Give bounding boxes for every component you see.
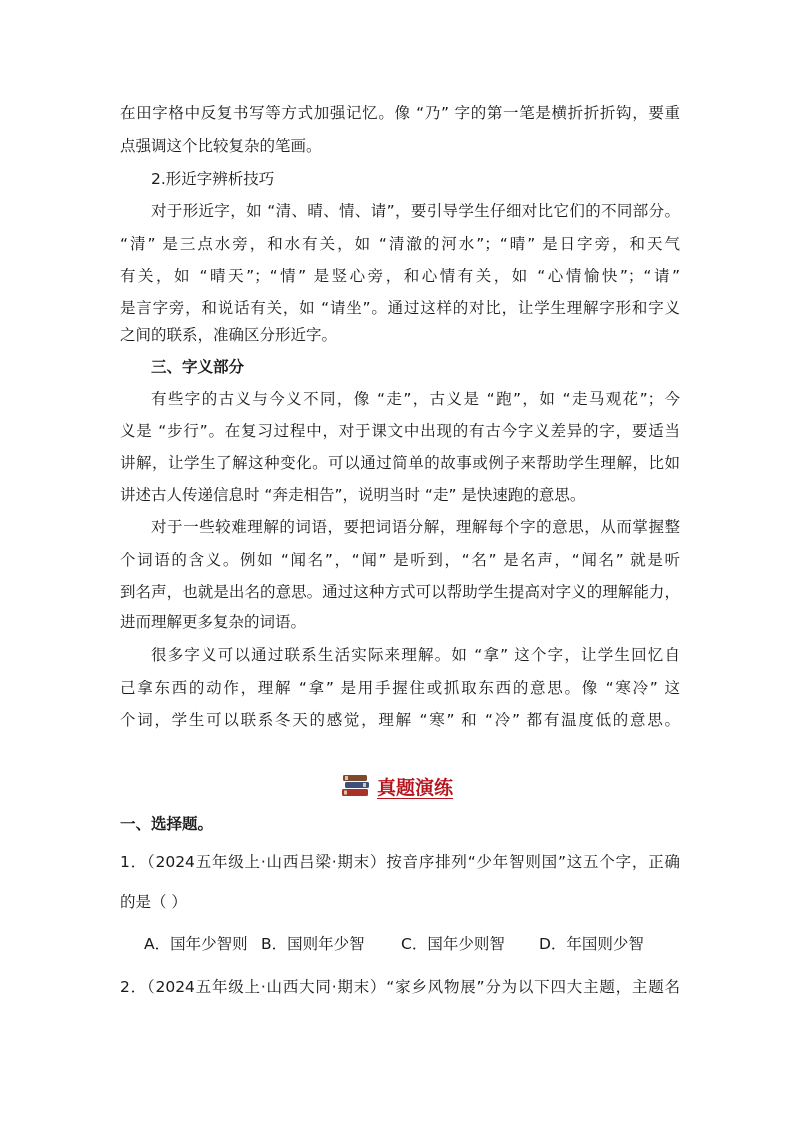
paragraph-line: 有关，如 “晴天”；“情” 是竖心旁，和心情有关，如 “心情愉快”；“请” bbox=[120, 267, 680, 285]
option-a: A．国年少智则 bbox=[144, 935, 248, 953]
subheading-similar-chars: 2.形近字辨析技巧 bbox=[151, 170, 275, 188]
paragraph-line: 个词，学生可以联系冬天的感觉，理解 “寒” 和 “冷” 都有温度低的意思。 bbox=[120, 711, 680, 729]
paragraph-line: 到名声，也就是出名的意思。通过这种方式可以帮助学生提高对字义的理解能力， bbox=[120, 583, 680, 601]
paragraph-line: 义是 “步行”。在复习过程中，对于课文中出现的有古今字义差异的字，要适当 bbox=[120, 422, 680, 440]
part-heading: 一、选择题。 bbox=[120, 815, 214, 833]
section-heading bbox=[0, 771, 794, 801]
paragraph-line: 讲述古人传递信息时 “奔走相告”，说明当时 “走” 是快速跑的意思。 bbox=[120, 486, 586, 504]
paragraph-line: 很多字义可以通过联系生活实际来理解。如 “拿” 这个字，让学生回忆自 bbox=[151, 646, 680, 664]
paragraph-line: 之间的联系，准确区分形近字。 bbox=[120, 326, 338, 344]
option-c: C．国年少则智 bbox=[401, 935, 505, 953]
paragraph-line: 在田字格中反复书写等方式加强记忆。像 “乃” 字的第一笔是横折折折钩，要重 bbox=[120, 104, 680, 122]
paragraph-line: “清” 是三点水旁，和水有关，如 “清澈的河水”；“晴” 是日字旁，和天气 bbox=[120, 235, 680, 253]
question-1-line-1: 1．（2024五年级上·山西吕梁·期末）按音序排列“少年智则国”这五个字，正确 bbox=[120, 853, 680, 871]
paragraph-line: 己拿东西的动作，理解 “拿” 是用手握住或抓取东西的意思。像 “寒冷” 这 bbox=[120, 679, 680, 697]
paragraph-line: 进而理解更多复杂的词语。 bbox=[120, 613, 307, 631]
option-b: B．国则年少智 bbox=[261, 935, 365, 953]
section-title: 真题演练 bbox=[376, 776, 453, 799]
question-1-line-2: 的是（ ） bbox=[120, 893, 187, 911]
paragraph-line: 有些字的古义与今义不同，像 “走”，古义是 “跑”，如 “走马观花”；今 bbox=[151, 390, 680, 408]
paragraph-line: 讲解，让学生了解这种变化。可以通过简单的故事或例子来帮助学生理解，比如 bbox=[120, 454, 680, 472]
paragraph-line: 对于形近字，如 “清、晴、情、请”，要引导学生仔细对比它们的不同部分。 bbox=[151, 202, 680, 220]
question-2-line-1: 2．（2024五年级上·山西大同·期末）“家乡风物展”分为以下四大主题，主题名 bbox=[120, 978, 680, 996]
paragraph-line: 对于一些较难理解的词语，要把词语分解，理解每个字的意思，从而掌握整 bbox=[151, 518, 680, 536]
heading-meaning: 三、字义部分 bbox=[151, 358, 245, 376]
paragraph-line: 个词语的含义。例如 “闻名”，“闻” 是听到，“名” 是名声，“闻名” 就是听 bbox=[120, 551, 680, 569]
books-icon bbox=[341, 773, 371, 799]
option-d: D．年国则少智 bbox=[539, 935, 644, 953]
paragraph-line: 点强调这个比较复杂的笔画。 bbox=[120, 137, 322, 155]
paragraph-line: 是言字旁，和说话有关，如 “请坐”。通过这样的对比，让学生理解字形和字义 bbox=[120, 299, 680, 317]
